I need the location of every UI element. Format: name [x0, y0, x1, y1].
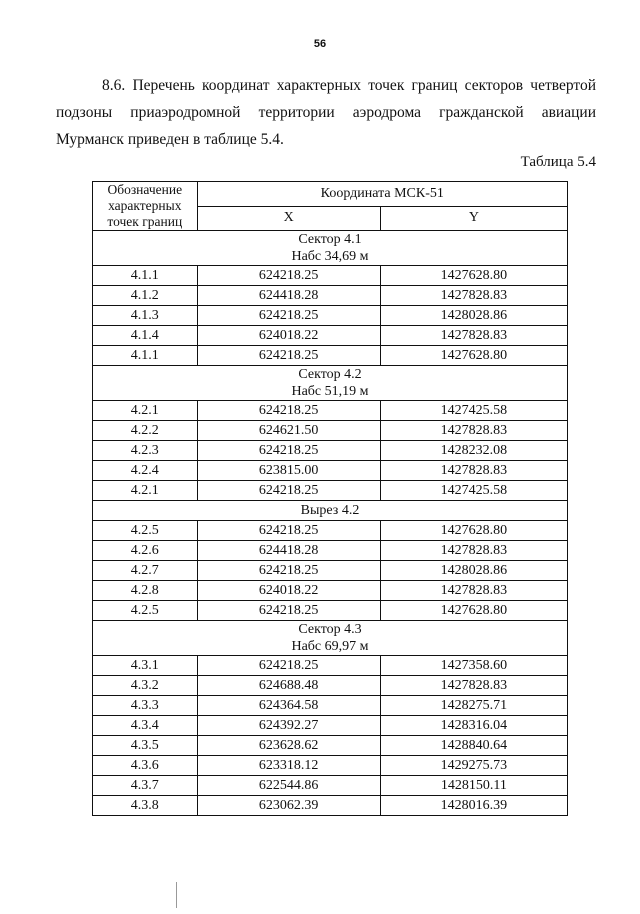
section-title: Сектор 4.2 [298, 367, 362, 382]
table-row [93, 306, 568, 326]
point-id-cell: 4.2.8 [93, 581, 198, 601]
table-row [93, 286, 568, 306]
point-id-cell: 4.2.3 [93, 441, 198, 461]
y-column-header: Y [380, 206, 567, 231]
point-id-cell: 4.1.1 [93, 346, 198, 366]
y-coordinate-cell: 1427828.83 [380, 326, 567, 346]
x-coordinate-cell: 624688.48 [197, 676, 380, 696]
y-coordinate-cell: 1427828.83 [380, 581, 567, 601]
point-id-cell: 4.3.1 [93, 656, 198, 676]
y-coordinate-cell: 1428016.39 [380, 796, 567, 816]
x-coordinate-cell: 624218.25 [197, 481, 380, 501]
table-row [93, 601, 568, 621]
y-coordinate-cell: 1429275.73 [380, 756, 567, 776]
table-row [93, 401, 568, 421]
section-title: Сектор 4.3 [298, 622, 362, 637]
y-coordinate-cell: 1427828.83 [380, 461, 567, 481]
y-coordinate-cell: 1427628.80 [380, 601, 567, 621]
point-id-cell: 4.3.5 [93, 736, 198, 756]
point-id-cell: 4.3.8 [93, 796, 198, 816]
x-coordinate-cell: 624218.25 [197, 601, 380, 621]
x-coordinate-cell: 624418.28 [197, 286, 380, 306]
section-row [93, 621, 568, 656]
y-coordinate-cell: 1428275.71 [380, 696, 567, 716]
x-coordinate-cell: 624218.25 [197, 401, 380, 421]
table-row [93, 481, 568, 501]
table-row [93, 756, 568, 776]
section-title-cell [93, 621, 568, 656]
x-column-header: X [197, 206, 380, 231]
table-row [93, 796, 568, 816]
table-body [93, 231, 568, 816]
table-row [93, 266, 568, 286]
point-id-cell: 4.3.4 [93, 716, 198, 736]
table-row [93, 521, 568, 541]
y-coordinate-cell: 1428028.86 [380, 561, 567, 581]
x-coordinate-cell: 624218.25 [197, 441, 380, 461]
x-coordinate-cell: 624218.25 [197, 656, 380, 676]
point-id-cell: 4.3.7 [93, 776, 198, 796]
x-coordinate-cell: 624218.25 [197, 346, 380, 366]
y-coordinate-cell: 1428150.11 [380, 776, 567, 796]
table-row [93, 676, 568, 696]
coordinates-table [92, 181, 568, 816]
point-id-cell: 4.1.2 [93, 286, 198, 306]
point-id-cell: 4.2.4 [93, 461, 198, 481]
page-number: 56 [313, 38, 327, 50]
table-row [93, 656, 568, 676]
table-header [93, 182, 568, 231]
x-coordinate-cell: 624018.22 [197, 326, 380, 346]
section-elevation: Набс 34,69 м [291, 249, 369, 264]
x-coordinate-cell: 623318.12 [197, 756, 380, 776]
point-id-cell: 4.3.6 [93, 756, 198, 776]
section-title-cell [93, 501, 568, 521]
point-id-cell: 4.1.3 [93, 306, 198, 326]
section-row [93, 366, 568, 401]
table-caption: Таблица 5.4 [520, 154, 596, 170]
y-coordinate-cell: 1427425.58 [380, 401, 567, 421]
point-id-cell: 4.2.2 [93, 421, 198, 441]
y-coordinate-cell: 1427828.83 [380, 541, 567, 561]
point-id-cell: 4.2.7 [93, 561, 198, 581]
designation-header: Обозначение характерных точек границ [93, 182, 198, 231]
section-title: Сектор 4.1 [298, 232, 362, 247]
table-row [93, 696, 568, 716]
point-id-cell: 4.2.5 [93, 601, 198, 621]
y-coordinate-cell: 1427628.80 [380, 266, 567, 286]
point-id-cell: 4.2.1 [93, 401, 198, 421]
y-coordinate-cell: 1428316.04 [380, 716, 567, 736]
table-row [93, 346, 568, 366]
table-row [93, 326, 568, 346]
scan-edge-mark [176, 882, 177, 908]
point-id-cell: 4.1.1 [93, 266, 198, 286]
table-row [93, 716, 568, 736]
table-row [93, 441, 568, 461]
y-coordinate-cell: 1428232.08 [380, 441, 567, 461]
y-coordinate-cell: 1427628.80 [380, 346, 567, 366]
x-coordinate-cell: 623062.39 [197, 796, 380, 816]
section-elevation: Набс 69,97 м [291, 639, 369, 654]
section-title-cell [93, 366, 568, 401]
point-id-cell: 4.3.3 [93, 696, 198, 716]
section-title-cell [93, 231, 568, 266]
y-coordinate-cell: 1427828.83 [380, 676, 567, 696]
section-elevation: Набс 51,19 м [291, 384, 369, 399]
header-row [93, 182, 568, 207]
x-coordinate-cell: 622544.86 [197, 776, 380, 796]
table-row [93, 736, 568, 756]
table-row [93, 776, 568, 796]
table-row [93, 541, 568, 561]
point-id-cell: 4.3.2 [93, 676, 198, 696]
x-coordinate-cell: 624218.25 [197, 306, 380, 326]
point-id-cell: 4.2.1 [93, 481, 198, 501]
coordinate-system-header: Координата МСК-51 [197, 182, 567, 207]
y-coordinate-cell: 1427828.83 [380, 286, 567, 306]
x-coordinate-cell: 623815.00 [197, 461, 380, 481]
section-row [93, 501, 568, 521]
x-coordinate-cell: 624621.50 [197, 421, 380, 441]
intro-paragraph: 8.6. Перечень координат характерных точек границ секторов четвертой подзоны приаэродромной территории аэродрома гражданской авиации Мурманск приведен в таблице 5.4. [56, 77, 596, 148]
y-coordinate-cell: 1427828.83 [380, 421, 567, 441]
point-id-cell: 4.1.4 [93, 326, 198, 346]
y-coordinate-cell: 1428028.86 [380, 306, 567, 326]
x-coordinate-cell: 624418.28 [197, 541, 380, 561]
section-row [93, 231, 568, 266]
x-coordinate-cell: 624392.27 [197, 716, 380, 736]
x-coordinate-cell: 624018.22 [197, 581, 380, 601]
x-coordinate-cell: 623628.62 [197, 736, 380, 756]
y-coordinate-cell: 1428840.64 [380, 736, 567, 756]
x-coordinate-cell: 624218.25 [197, 561, 380, 581]
y-coordinate-cell: 1427358.60 [380, 656, 567, 676]
section-title: Вырез 4.2 [300, 503, 360, 518]
x-coordinate-cell: 624218.25 [197, 521, 380, 541]
y-coordinate-cell: 1427628.80 [380, 521, 567, 541]
x-coordinate-cell: 624364.58 [197, 696, 380, 716]
x-coordinate-cell: 624218.25 [197, 266, 380, 286]
point-id-cell: 4.2.5 [93, 521, 198, 541]
point-id-cell: 4.2.6 [93, 541, 198, 561]
table-row [93, 581, 568, 601]
table-row [93, 421, 568, 441]
y-coordinate-cell: 1427425.58 [380, 481, 567, 501]
table-row [93, 561, 568, 581]
table-row [93, 461, 568, 481]
